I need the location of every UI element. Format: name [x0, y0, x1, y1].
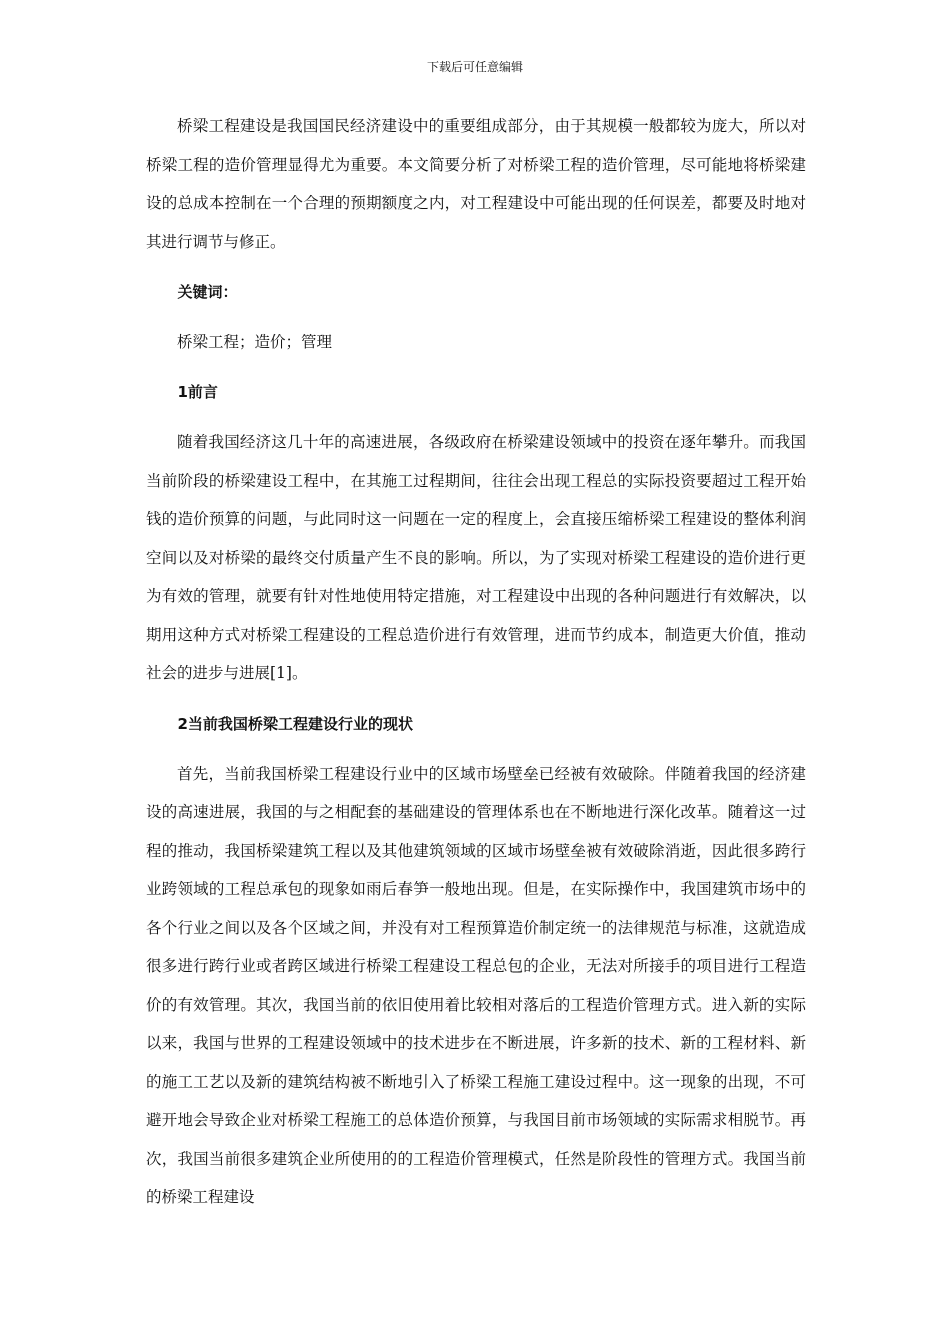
page-header: 下载后可任意编辑 [426, 60, 523, 74]
keywords-heading: 关键词： [177, 283, 238, 301]
abstract-paragraph: 桥梁工程建设是我国国民经济建设中的重要组成部分，由于其规模一般都较为庞大，所以对桥梁工程的造价管理显得尤为重要。本文简要分析了对桥梁工程的造价管理，尽可能地将桥梁建设的总成本控制在一个合理的预期额度之内，对工程建设中可能出现的任何误差，都要及时地对其进行调节与修正。 [146, 117, 806, 251]
document-body [146, 107, 806, 1217]
section-2-heading: 2当前我国桥梁工程建设行业的现状 [177, 714, 413, 733]
section-2-paragraph: 首先，当前我国桥梁工程建设行业中的区域市场壁垒已经被有效破除。伴随着我国的经济建设的高速进展，我国的与之相配套的基础建设的管理体系也在不断地进行深化改革。随着这一过程的推动，我国桥梁建筑工程以及其他建筑领域的区域市场壁垒被有效破除消逝，因此很多跨行业跨领域的工程总承包的现象如雨后春笋一般地出现。但是，在实际操作中，我国建筑市场中的各个行业之间以及各个区域之间，并没有对工程预算造价制定统一的法律规范与标准，这就造成很多进行跨行业或者跨区域进行桥梁工程建设工程总包的企业，无法对所接手的项目进行工程造价的有效管理。其次，我国当前的依旧使用着比较相对落后的工程造价管理方式。进入新的实际以来，我国与世界的工程建设领域中的技术进步在不断进展，许多新的技术、新的工程材料、新的施工工艺以及新的建筑结构被不断地引入了桥梁工程施工建设过程中。这一现象的出现，不可避开地会导致企业对桥梁工程施工的总体造价预算，与我国目前市场领域的实际需求相脱节。再次，我国当前很多建筑企业所使用的的工程造价管理模式，任然是阶段性的管理方式。我国当前的桥梁工程建设 [146, 764, 806, 1206]
section-1-heading: 1前言 [177, 383, 218, 401]
keywords-text: 桥梁工程；造价；管理 [177, 333, 333, 351]
section-1-paragraph: 随着我国经济这几十年的高速进展，各级政府在桥梁建设领域中的投资在逐年攀升。而我国当前阶段的桥梁建设工程中，在其施工过程期间，往往会出现工程总的实际投资要超过工程开始钱的造价预算的问题，与此同时这一问题在一定的程度上，会直接压缩桥梁工程建设的整体利润空间以及对桥梁的最终交付质量产生不良的影响。所以，为了实现对桥梁工程建设的造价进行更为有效的管理，就要有针对性地使用特定措施，对工程建设中出现的各种问题进行有效解决，以期用这种方式对桥梁工程建设的工程总造价进行有效管理，进而节约成本，制造更大价值，推动社会的进步与进展[1]。 [146, 433, 806, 682]
